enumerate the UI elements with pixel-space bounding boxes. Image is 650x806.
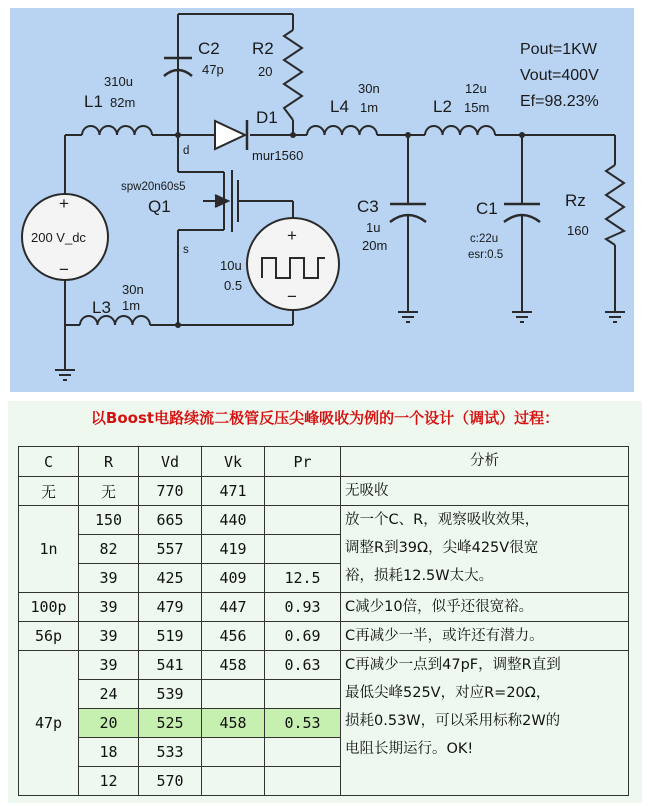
Q1-name: Q1 xyxy=(148,197,171,216)
schematic-background xyxy=(10,8,634,392)
cell-c: 1n xyxy=(19,506,79,593)
cell-pr: 0.53 xyxy=(265,709,341,738)
boost-circuit-schematic xyxy=(0,0,650,396)
header-vd: Vd xyxy=(139,447,202,477)
cell-r: 39 xyxy=(79,564,139,593)
cell-r: 18 xyxy=(79,738,139,767)
cell-vd: 425 xyxy=(139,564,202,593)
cell-pr xyxy=(265,680,341,709)
L1-value2: 82m xyxy=(110,95,136,110)
cell-vd: 539 xyxy=(139,680,202,709)
L2-name: L2 xyxy=(433,97,452,116)
L3-value2: 1m xyxy=(122,298,141,313)
C1-name: C1 xyxy=(476,199,498,218)
cell-r: 39 xyxy=(79,593,139,622)
pulse-value1: 10u xyxy=(220,258,242,273)
cell-r: 12 xyxy=(79,767,139,796)
header-pr: Pr xyxy=(265,447,341,477)
table-row xyxy=(19,477,629,506)
L4-value1: 30n xyxy=(358,81,380,96)
L2-value1: 12u xyxy=(465,81,487,96)
cell-r: 24 xyxy=(79,680,139,709)
spec-efficiency: Ef=98.23% xyxy=(520,93,599,110)
cell-analysis: 无吸收 xyxy=(341,477,629,506)
R2-value: 20 xyxy=(258,64,273,79)
cell-vk: 447 xyxy=(202,593,265,622)
C3-name: C3 xyxy=(357,197,379,216)
C3-value2: 20m xyxy=(362,238,388,253)
panel-heading: 以Boost电路续流二极管反压尖峰吸收为例的一个设计（调试）过程： xyxy=(90,409,560,427)
cell-analysis: 放一个C、R，观察吸收效果， 调整R到39Ω，尖峰425V很宽 裕，损耗12.5W太大。 xyxy=(341,506,629,593)
cell-analysis: C减少10倍，似乎还很宽裕。 xyxy=(341,593,629,622)
Q1-drain-label: d xyxy=(183,145,190,157)
R2-name: R2 xyxy=(252,39,274,58)
pulse-minus-sign: − xyxy=(287,287,297,306)
table-row xyxy=(19,622,629,651)
header-vk: Vk xyxy=(202,447,265,477)
C2-name: C2 xyxy=(198,39,220,58)
cell-vk: 458 xyxy=(202,651,265,680)
C3-value1: 1u xyxy=(366,220,381,235)
cell-vd: 541 xyxy=(139,651,202,680)
cell-pr xyxy=(265,738,341,767)
D1-name: D1 xyxy=(256,108,278,127)
cell-pr xyxy=(265,506,341,535)
cell-vk: 458 xyxy=(202,709,265,738)
D1-part: mur1560 xyxy=(252,148,304,163)
cell-c: 无 xyxy=(19,477,79,506)
source-minus-sign: − xyxy=(59,260,69,279)
L4-name: L4 xyxy=(330,97,349,116)
spec-pout: Pout=1KW xyxy=(520,41,597,58)
header-analysis: 分析 xyxy=(341,447,629,477)
Q1-part: spw20n60s5 xyxy=(121,181,186,193)
L1-name: L1 xyxy=(84,92,103,111)
source-label: 200 V_dc xyxy=(31,230,86,245)
cell-vk: 456 xyxy=(202,622,265,651)
cell-c: 100p xyxy=(19,593,79,622)
cell-r: 无 xyxy=(79,477,139,506)
cell-r: 39 xyxy=(79,651,139,680)
cell-pr: 12.5 xyxy=(265,564,341,593)
table-body xyxy=(19,477,629,796)
cell-vd: 525 xyxy=(139,709,202,738)
cell-c: 56p xyxy=(19,622,79,651)
table-row xyxy=(19,593,629,622)
spec-vout: Vout=400V xyxy=(520,67,599,84)
Q1-source-label: s xyxy=(183,244,189,256)
table-header-row xyxy=(19,447,629,477)
C1-value2: esr:0.5 xyxy=(468,249,504,261)
cell-c: 47p xyxy=(19,651,79,796)
cell-r: 82 xyxy=(79,535,139,564)
pulse-plus-sign: + xyxy=(287,226,297,245)
cell-pr xyxy=(265,477,341,506)
cell-pr: 0.63 xyxy=(265,651,341,680)
C1-value1: c:22u xyxy=(470,233,499,245)
L4-value2: 1m xyxy=(360,100,379,115)
cell-r: 150 xyxy=(79,506,139,535)
table-row xyxy=(19,506,629,535)
cell-analysis: C再减少一点到47pF，调整R直到 最低尖峰525V，对应R=20Ω， 损耗0.53W，可以采用标称2W的 电阻长期运行。OK! xyxy=(341,651,629,796)
cell-vd: 519 xyxy=(139,622,202,651)
header-c: C xyxy=(19,447,79,477)
cell-vd: 533 xyxy=(139,738,202,767)
cell-pr: 0.69 xyxy=(265,622,341,651)
cell-vk xyxy=(202,738,265,767)
cell-vd: 557 xyxy=(139,535,202,564)
L3-value1: 30n xyxy=(122,282,144,297)
cell-pr: 0.93 xyxy=(265,593,341,622)
source-plus-sign: + xyxy=(59,194,69,213)
table-row xyxy=(19,651,629,680)
cell-vd: 479 xyxy=(139,593,202,622)
Rz-name: Rz xyxy=(565,191,586,210)
cell-vd: 570 xyxy=(139,767,202,796)
cell-vk: 409 xyxy=(202,564,265,593)
cell-vk: 471 xyxy=(202,477,265,506)
cell-r: 39 xyxy=(79,622,139,651)
Rz-value: 160 xyxy=(567,223,589,238)
cell-r: 20 xyxy=(79,709,139,738)
cell-pr xyxy=(265,535,341,564)
cell-vd: 770 xyxy=(139,477,202,506)
cell-vk xyxy=(202,767,265,796)
L2-value2: 15m xyxy=(464,100,490,115)
cell-pr xyxy=(265,767,341,796)
cell-vk: 419 xyxy=(202,535,265,564)
cell-vk: 440 xyxy=(202,506,265,535)
tuning-panel xyxy=(8,401,642,803)
cell-vk xyxy=(202,680,265,709)
L1-value1: 310u xyxy=(104,74,133,89)
cell-analysis: C再减少一半，或许还有潜力。 xyxy=(341,622,629,651)
tuning-table xyxy=(18,446,629,796)
cell-vd: 665 xyxy=(139,506,202,535)
header-r: R xyxy=(79,447,139,477)
pulse-value2: 0.5 xyxy=(224,278,243,293)
C2-value: 47p xyxy=(202,62,224,77)
L3-name: L3 xyxy=(92,298,111,317)
